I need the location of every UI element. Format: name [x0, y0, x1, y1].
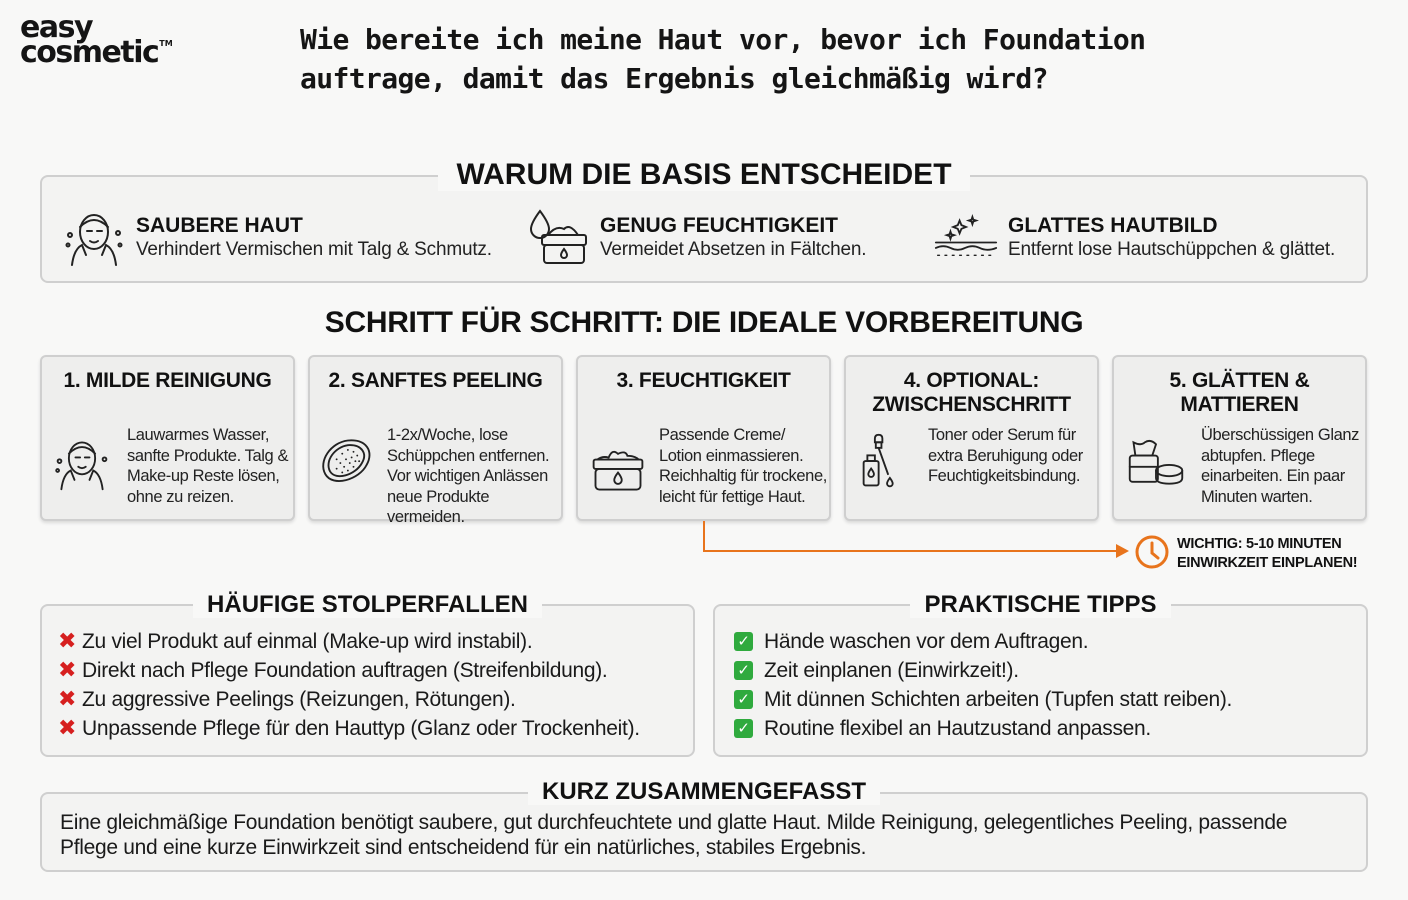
- logo-line-2: cosmetic™: [20, 34, 173, 70]
- x-mark-icon: ✖: [58, 687, 77, 712]
- step-title: 5. GLÄTTEN & MATTIEREN: [1169, 369, 1310, 416]
- serum-dropper-icon: [858, 429, 918, 493]
- why-text: Vermeidet Absetzen in Fältchen.: [600, 238, 867, 260]
- face-wash-icon: [52, 431, 112, 495]
- why-heading: GENUG FEUCHTIGKEIT: [600, 213, 839, 237]
- x-mark-icon: ✖: [58, 658, 77, 683]
- why-section-title: WARUM DIE BASIS ENTSCHEIDET: [40, 158, 1368, 192]
- why-heading: GLATTES HAUTBILD: [1008, 213, 1218, 237]
- step-title: 3. FEUCHTIGKEIT: [616, 369, 791, 392]
- cream-jar-icon: [588, 435, 648, 499]
- why-item-smooth-skin: [934, 205, 1335, 269]
- exfoliating-pad-icon: [316, 431, 376, 495]
- notice-line-2: EINWIRKZEIT EINPLANEN!: [1177, 555, 1358, 571]
- smooth-skin-icon: [934, 205, 998, 269]
- step-text: Überschüssigen Glanz abtupfen. Pflege einarbeiten. Ein paar Minuten warten.: [1201, 426, 1359, 506]
- brand-logo: [20, 10, 173, 70]
- checkmark-icon: ✓: [734, 632, 753, 651]
- summary-title: KURZ ZUSAMMENGEFASST: [40, 778, 1368, 806]
- why-text: Verhindert Vermischen mit Talg & Schmutz.: [136, 238, 492, 260]
- important-notice: [1177, 535, 1357, 573]
- step-text: Toner oder Serum für extra Beruhigung oder Feuchtigkeitsbindung.: [928, 426, 1083, 485]
- list-item: ✓ Zeit einplanen (Einwirkzeit!).: [730, 656, 1232, 685]
- logo-line-1: easy: [20, 10, 93, 45]
- step-card-moisture: [576, 355, 831, 521]
- moisture-jar-icon: [526, 205, 590, 269]
- face-wash-icon: [62, 205, 126, 269]
- list-item: ✖ Unpassende Pflege für den Hauttyp (Glanz oder Trockenheit).: [58, 716, 640, 741]
- step-text: Passende Creme/ Lotion einmassieren. Reichhaltig für trockene, leicht für fettige Haut.: [659, 426, 827, 506]
- step-card-optional: [844, 355, 1099, 521]
- checkmark-icon: ✓: [734, 661, 753, 680]
- summary-text: Eine gleichmäßige Foundation benötigt saubere, gut durchfeuchtete und glatte Haut. Milde Reinigung, gelegentliches Peeling, passende Pflege und eine kurze Einwirkzeit sind entscheidend für ein natürliches, stabiles Ergebnis.: [60, 811, 1288, 859]
- list-item: ✓ Mit dünnen Schichten arbeiten (Tupfen statt reiben).: [730, 685, 1232, 714]
- x-mark-icon: ✖: [58, 629, 77, 654]
- why-heading: SAUBERE HAUT: [136, 213, 303, 237]
- step-title: 1. MILDE REINIGUNG: [63, 369, 272, 392]
- step-card-cleansing: [40, 355, 295, 521]
- page-title: Wie bereite ich meine Haut vor, bevor ich Foundation auftrage, damit das Ergebnis gleichmäßig wird?: [300, 23, 1146, 95]
- notice-line-1: WICHTIG: 5-10 MINUTEN: [1177, 536, 1342, 552]
- step-title: 2. SANFTES PEELING: [328, 369, 543, 392]
- checkmark-icon: ✓: [734, 719, 753, 738]
- why-text: Entfernt lose Hautschüppchen & glättet.: [1008, 238, 1336, 260]
- pitfalls-title: HÄUFIGE STOLPERFALLEN: [40, 591, 695, 619]
- list-item: ✓ Routine flexibel an Hautzustand anpassen.: [730, 714, 1232, 743]
- clock-icon: [1134, 534, 1170, 570]
- trademark-mark: TM: [159, 38, 173, 48]
- list-item: ✖ Zu aggressive Peelings (Reizungen, Rötungen).: [58, 687, 516, 712]
- tissue-powder-icon: [1126, 431, 1186, 495]
- why-item-clean-skin: [62, 205, 492, 269]
- pitfalls-list: [58, 627, 640, 743]
- x-mark-icon: ✖: [58, 716, 77, 741]
- connector-line-vertical: [703, 521, 705, 552]
- step-text: 1-2x/Woche, lose Schüppchen entfernen. Vor wichtigen Anlässen neue Produkte vermeiden.: [387, 426, 550, 526]
- connector-line-horizontal: [703, 550, 1121, 552]
- step-card-smoothing: [1112, 355, 1367, 521]
- why-item-moisture: [526, 205, 866, 269]
- list-item: ✖ Direkt nach Pflege Foundation auftragen (Streifenbildung).: [58, 658, 608, 683]
- step-text: Lauwarmes Wasser, sanfte Produkte. Talg & Make-up Reste lösen, ohne zu reizen.: [127, 426, 289, 506]
- list-item: ✓ Hände waschen vor dem Auftragen.: [730, 627, 1232, 656]
- list-item: ✖ Zu viel Produkt auf einmal (Make-up wird instabil).: [58, 629, 533, 654]
- steps-section-title: SCHRITT FÜR SCHRITT: DIE IDEALE VORBEREITUNG: [324, 306, 1084, 339]
- tips-list: [730, 627, 1232, 743]
- step-title: 4. OPTIONAL: ZWISCHENSCHRITT: [872, 369, 1071, 416]
- arrow-head-icon: [1116, 544, 1129, 558]
- checkmark-icon: ✓: [734, 690, 753, 709]
- tips-title: PRAKTISCHE TIPPS: [713, 591, 1368, 619]
- step-card-peeling: [308, 355, 563, 526]
